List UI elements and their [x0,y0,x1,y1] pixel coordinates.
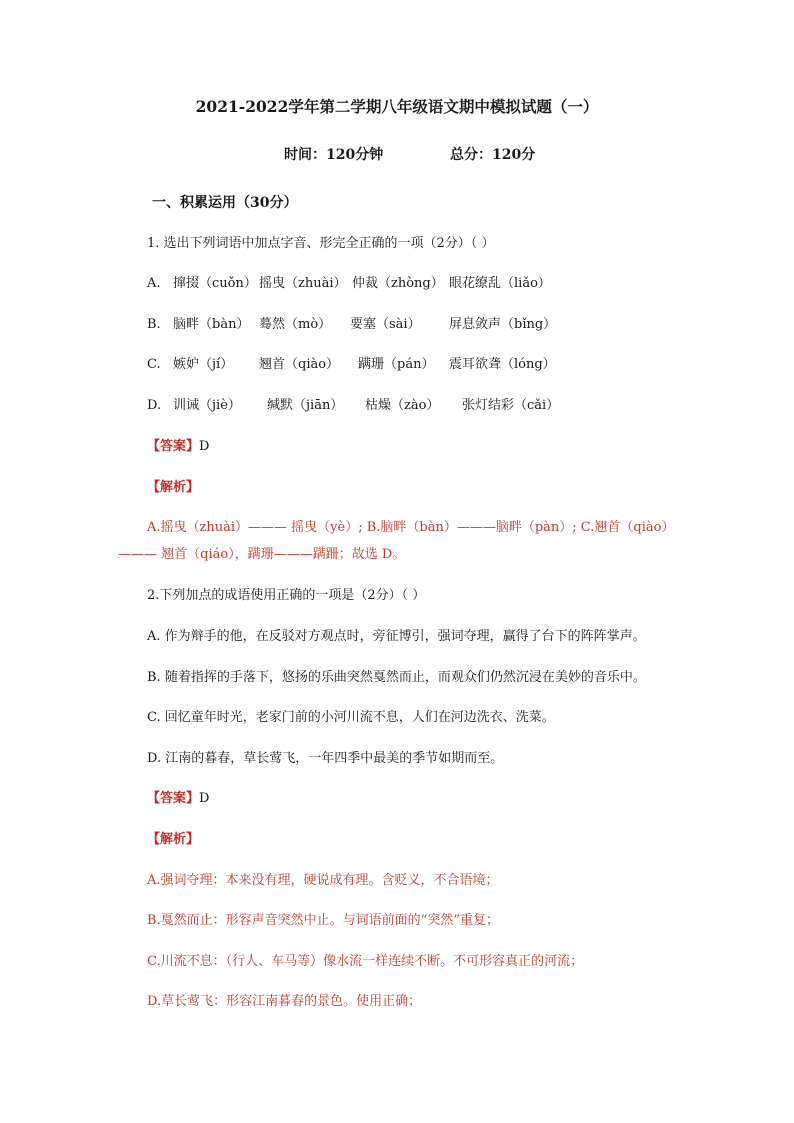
exam-total-score: 总分：120分 [450,147,536,163]
option-item: 仲裁（zhòng） [352,276,444,291]
option-item: 翘首（qiào） [259,357,340,372]
option-item: 蹒珊（pán） [358,357,435,372]
q1-option-b [147,316,557,334]
q1-option-a [147,275,551,293]
option-item: 张灯结彩（cǎi） [462,398,560,413]
option-item: 屏息敛声（bǐng） [449,317,557,332]
option-item: 枯燥（zào） [365,398,440,413]
option-item: 要塞（sài） [350,317,421,332]
q1-analysis-line-2: ——— 翘首（qiáo），蹒珊———蹒跚；故选 D。 [118,547,406,562]
answer-label: 【答案】 [147,439,200,454]
answer-value: D [199,439,210,454]
q1-option-d [147,397,560,415]
option-item: 摇曳（zhuài） [259,276,347,291]
q2-analysis-a: A.强词夺理：本来没有理，硬说成有理。含贬义，不合语境； [147,873,499,888]
q1-option-c [147,356,556,374]
q2-analysis-d: D.草长莺飞：形容江南暮春的景色。使用正确； [147,994,422,1009]
question-1-stem: 1. 选出下列词语中加点字音、形完全正确的一项（2分）（ ） [147,236,495,251]
q1-analysis-label: 【解析】 [147,480,200,495]
question-2-stem: 2.下列加点的成语使用正确的一项是（2分）（ ） [147,588,426,603]
exam-time: 时间：120分钟 [284,147,384,163]
option-item: 缄默（jiān） [267,398,344,413]
q1-analysis-line-1: A.摇曳（zhuài）——— 摇曳（yè）; B.脑畔（bàn）———脑畔（pàn）; C.翘首（qiào） [147,520,675,535]
answer-value: D [199,791,210,806]
answer-label: 【答案】 [147,791,200,806]
option-item: 震耳欲聋（lóng） [449,357,556,372]
q2-answer [147,790,209,808]
q2-analysis-c: C.川流不息：（行人、车马等）像水流一样连续不断。不可形容真正的河流； [147,954,584,969]
option-item: 训诫（jiè） [173,398,241,413]
q2-analysis-label: 【解析】 [147,832,200,847]
section-heading: 一、积累运用（30分） [152,195,298,211]
option-prefix: D. [147,398,162,413]
q1-answer [147,438,209,456]
option-prefix: B. [147,317,161,332]
q2-option-d: D. 江南的暮春，草长莺飞，一年四季中最美的季节如期而至。 [147,751,504,766]
exam-title: 2021-2022学年第二学期八年级语文期中模拟试题（一） [195,97,599,116]
option-item: 脑畔（bàn） [173,317,250,332]
q2-analysis-b: B.戛然而止：形容声音突然中止。与词语前面的“突然”重复； [147,913,499,928]
option-prefix: C. [147,357,161,372]
option-item: 眼花缭乱（liǎo） [449,276,551,291]
q2-option-c: C. 回忆童年时光，老家门前的小河川流不息，人们在河边洗衣、洗菜。 [147,710,555,725]
option-item: 蓦然（mò） [259,317,332,332]
option-item: 嫉妒（jí） [173,357,234,372]
option-prefix: A. [147,276,161,291]
q2-option-b: B. 随着指挥的手落下，悠扬的乐曲突然戛然而止，而观众们仍然沉浸在美妙的音乐中。 [147,670,646,685]
option-item: 撺掇（cuǒn） [173,276,257,291]
q2-option-a: A. 作为辩手的他，在反驳对方观点时，旁征博引，强词夺理，赢得了台下的阵阵掌声。 [147,629,646,644]
